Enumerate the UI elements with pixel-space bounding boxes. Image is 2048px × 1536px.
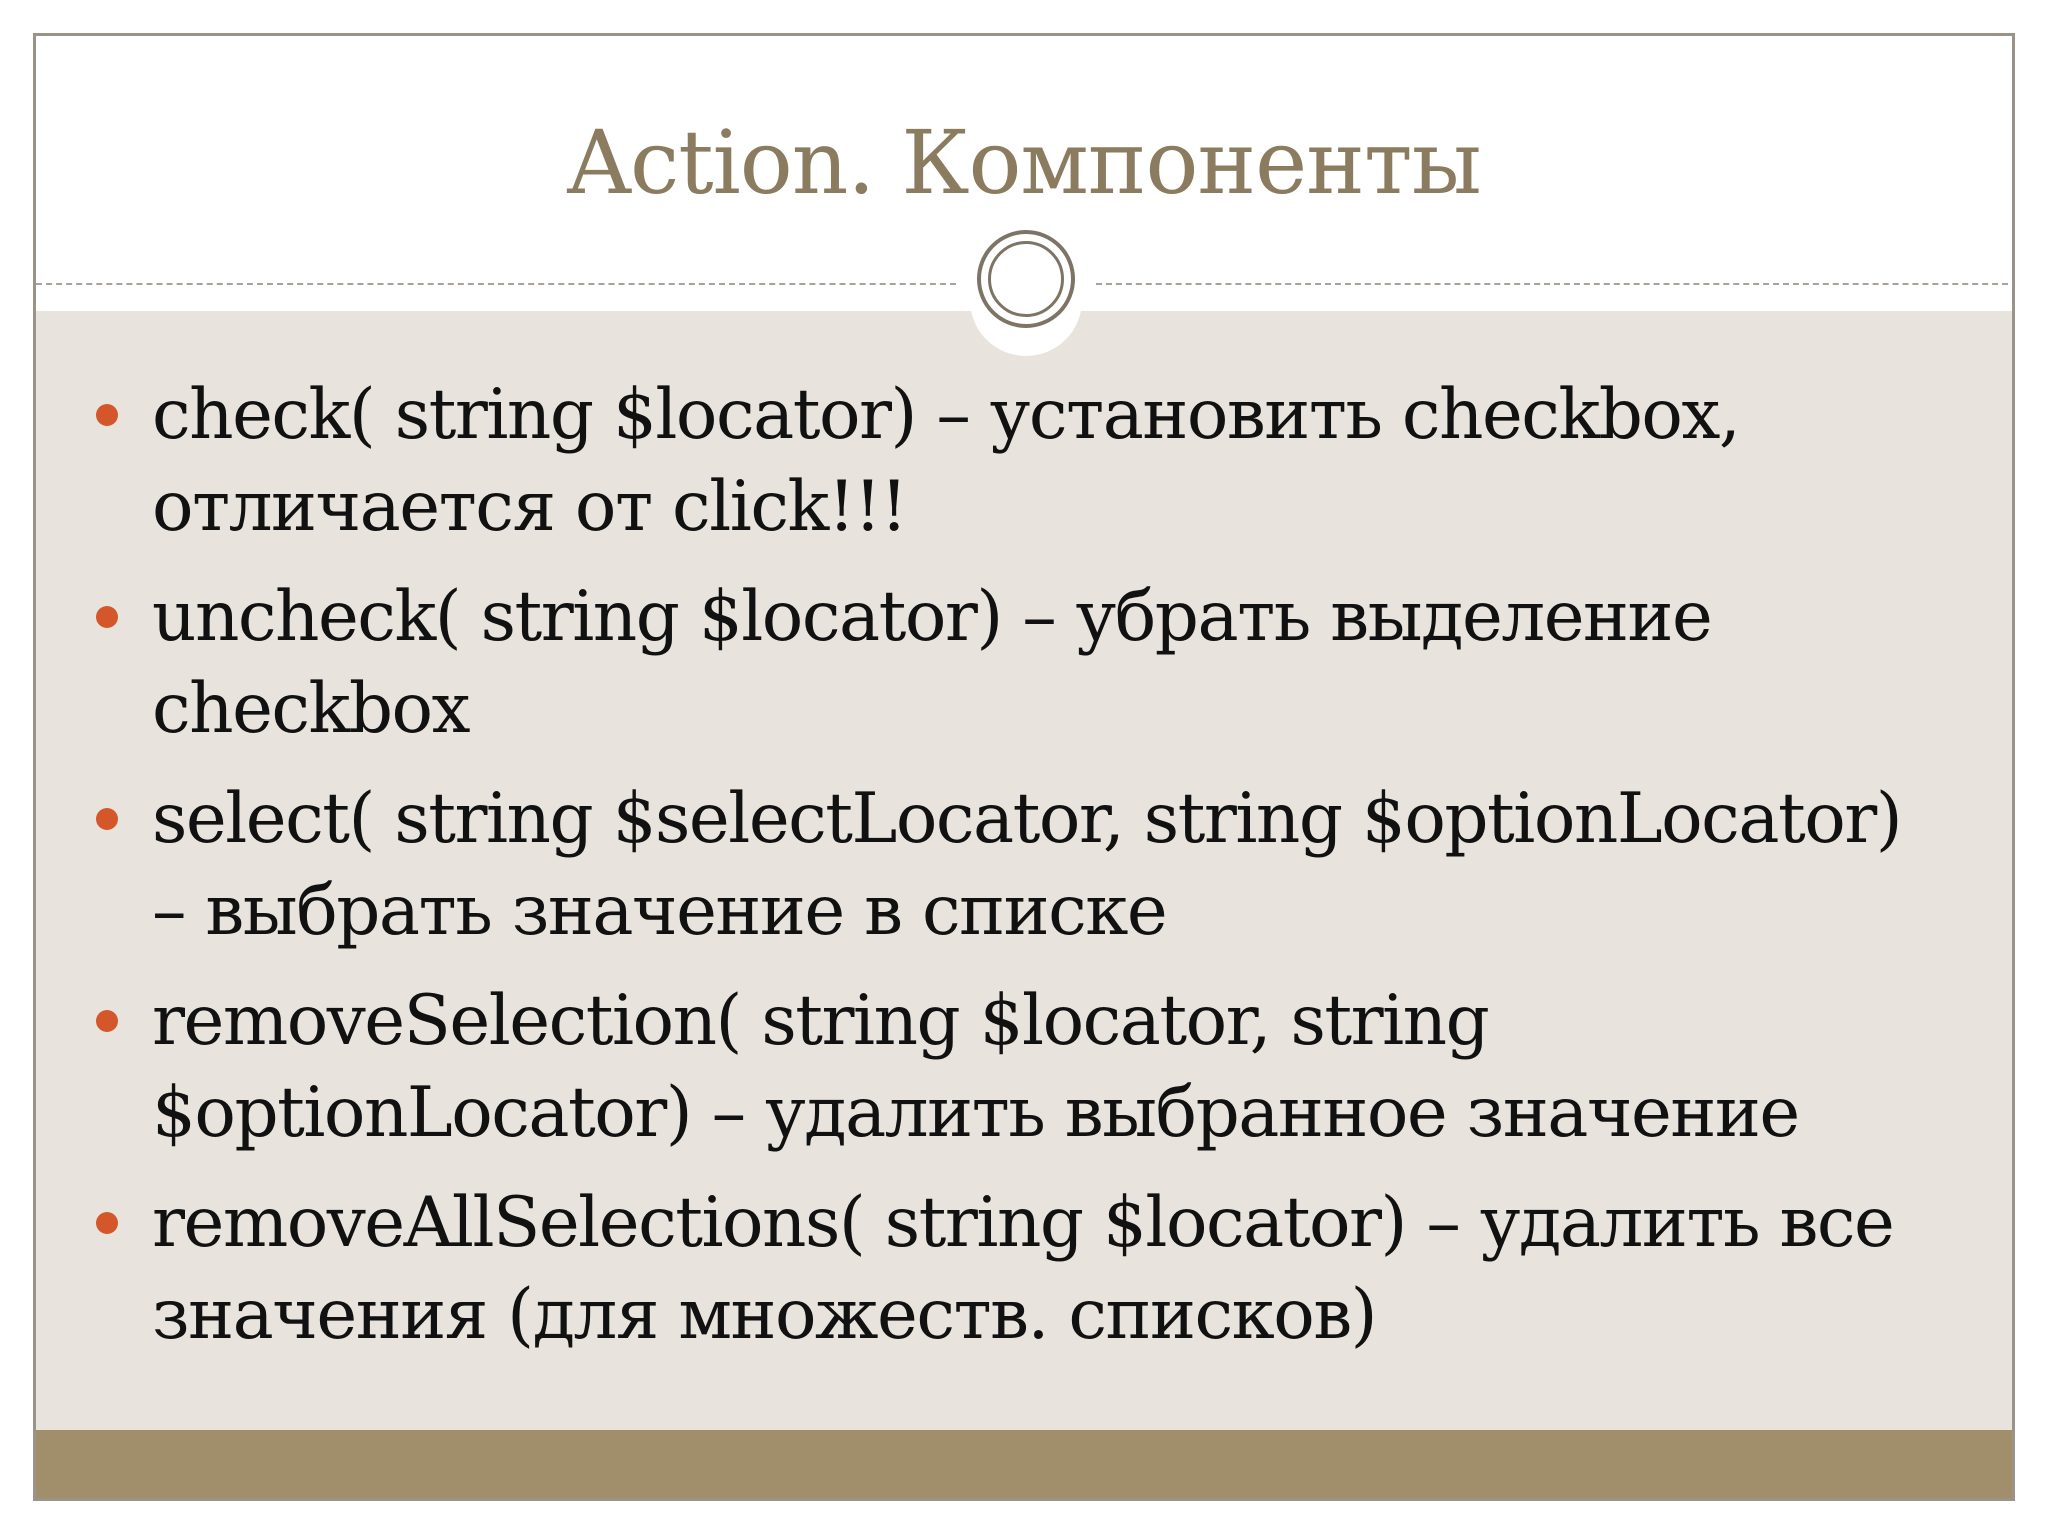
slide-frame <box>33 33 2015 1501</box>
bullet-text: check( string $locator) – установить checkbox, отличается от click!!! <box>152 375 1740 547</box>
bullet-item <box>36 1177 2012 1361</box>
title-divider-right <box>1096 283 2015 285</box>
bullet-item <box>36 773 2012 957</box>
bullet-item <box>36 975 2012 1159</box>
bullet-item <box>36 571 2012 755</box>
bullet-list <box>36 369 2012 1379</box>
bullet-dot-icon <box>96 1212 118 1234</box>
title-divider-left <box>36 283 956 285</box>
slide-title: Action. Компоненты <box>567 111 1481 214</box>
bullet-text: select( string $selectLocator, string $optionLocator) – выбрать значение в списке <box>152 779 1902 951</box>
footer-band <box>36 1430 2012 1498</box>
bullet-dot-icon <box>96 404 118 426</box>
bullet-dot-icon <box>96 606 118 628</box>
bullet-dot-icon <box>96 808 118 830</box>
bullet-text: removeAllSelections( string $locator) – удалить все значения (для множеств. списков) <box>152 1183 1894 1355</box>
circle-ornament-icon <box>977 230 1075 328</box>
bullet-text: uncheck( string $locator) – убрать выделение checkbox <box>152 577 1712 749</box>
bullet-item <box>36 369 2012 553</box>
bullet-dot-icon <box>96 1010 118 1032</box>
circle-ornament-inner <box>988 241 1064 317</box>
bullet-text: removeSelection( string $locator, string $optionLocator) – удалить выбранное значение <box>152 981 1799 1153</box>
